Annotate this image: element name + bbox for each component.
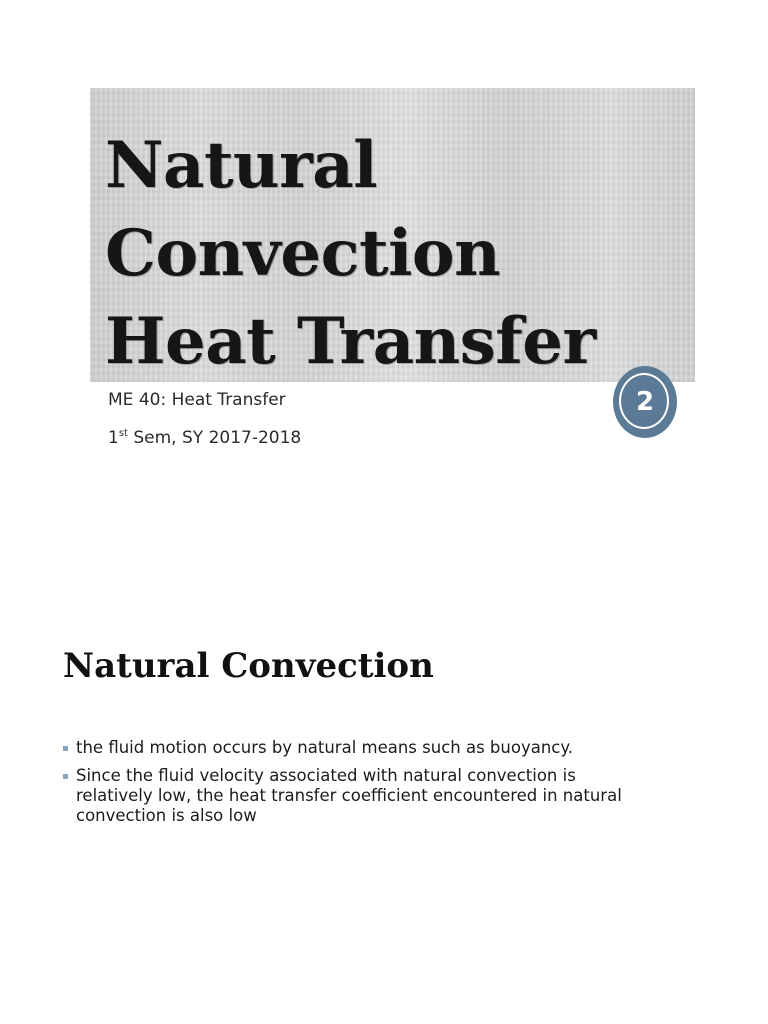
bullet-item <box>63 766 643 826</box>
title-line-1: Natural <box>105 128 378 203</box>
slide-number-badge <box>613 358 677 446</box>
bullet-list <box>63 738 643 834</box>
bullet-square-icon <box>63 746 68 751</box>
semester-number: 1 <box>108 428 119 448</box>
semester-rest: Sem, SY 2017-2018 <box>127 428 302 448</box>
semester-suffix: st <box>118 428 128 439</box>
slide-number: 2 <box>635 387 655 417</box>
title-line-2: Convection <box>105 216 501 291</box>
title-banner <box>90 88 695 382</box>
course-subtitle: ME 40: Heat Transfer <box>108 390 286 410</box>
semester-subtitle <box>108 428 301 448</box>
bullet-text: the fluid motion occurs by natural means such as buoyancy. <box>76 738 574 757</box>
bullet-square-icon <box>63 774 68 779</box>
bullet-item <box>63 738 643 758</box>
bullet-text: Since the fluid velocity associated with natural convection is relatively low, the heat transfer coefficient encountered in natural convection is also low <box>76 766 622 825</box>
slide-title <box>105 122 596 386</box>
content-slide <box>0 600 768 1024</box>
title-line-3: Heat Transfer <box>105 304 596 379</box>
section-heading: Natural Convection <box>63 646 434 686</box>
